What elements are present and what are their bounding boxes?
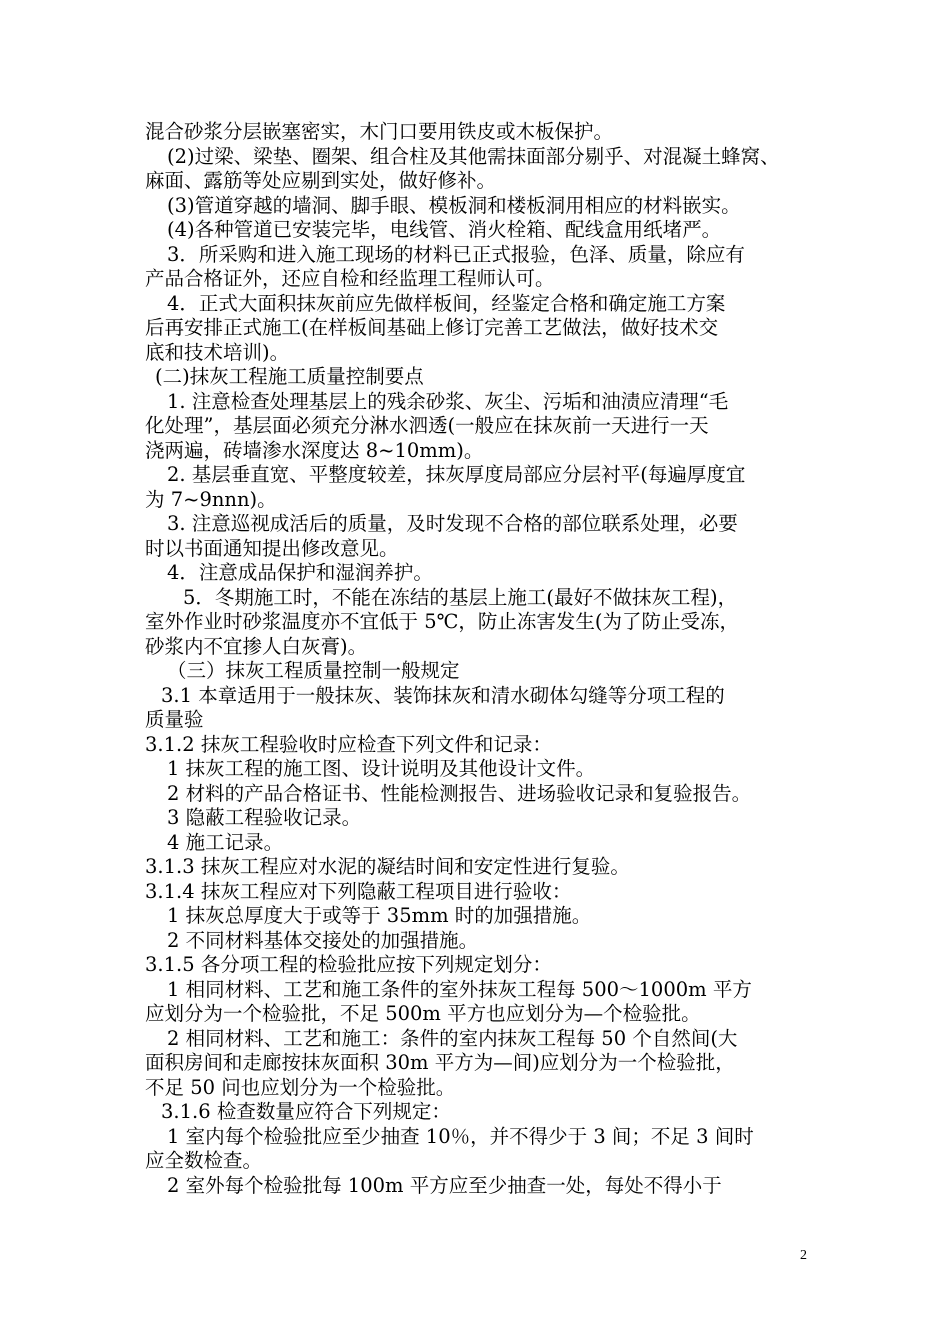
body-text: [145, 120, 835, 1198]
text-line: (4)各种管道已安装完毕，电线管、消火栓箱、配线盒用纸堵严。: [167, 218, 722, 241]
text-line: 4．正式大面积抹灰前应先做样板间，经鉴定合格和确定施工方案: [167, 291, 726, 315]
text-line: 麻面、露筋等处应剔到实处，做好修补。: [145, 169, 497, 192]
text-line: 后再安排正式施工(在样板间基础上修订完善工艺做法，做好技术交: [145, 316, 719, 339]
text-line: 化处理”，基层面必须充分淋水泗透(一般应在抹灰前一天进行一天: [145, 414, 709, 437]
text-line: 面积房间和走廊按抹灰面积 30m 平方为—间)应划分为一个检验批，: [145, 1051, 735, 1074]
text-line: 产品合格证外，还应自检和经监理工程师认可。: [145, 267, 555, 290]
text-line: 3.1.5 各分项工程的检验批应按下列规定划分：: [145, 953, 552, 976]
page-number: 2: [800, 1248, 807, 1263]
section-heading: (二)抹灰工程施工质量控制要点: [155, 365, 424, 388]
text-line: 5．冬期施工时，不能在冻结的基层上施工(最好不做抹灰工程)，: [183, 585, 738, 609]
text-line: 为 7~9nnn)。: [145, 487, 277, 511]
text-line: 3.1 本章适用于一般抹灰、装饰抹灰和清水砌体勾缝等分项工程的: [161, 683, 725, 707]
text-line: 3 隐蔽工程验收记录。: [167, 806, 362, 829]
text-line: 4．注意成品保护和湿润养护。: [167, 561, 433, 584]
text-line: (3)管道穿越的墙洞、脚手眼、模板洞和楼板洞用相应的材料嵌实。: [167, 193, 741, 217]
text-line: 2 材料的产品合格证书、性能检测报告、进场验收记录和复验报告。: [167, 781, 752, 805]
text-line: 1 抹灰工程的施工图、设计说明及其他设计文件。: [167, 757, 596, 780]
text-line: 4 施工记录。: [167, 830, 284, 854]
text-line: 3. 注意巡视成活后的质量，及时发现不合格的部位联系处理，必要: [167, 512, 738, 535]
text-line: 2 相同材料、工艺和施工：条件的室内抹灰工程每 50 个自然间(大: [167, 1026, 738, 1050]
text-line: 1 抹灰总厚度大于或等于 35mm 时的加强措施。: [167, 904, 592, 927]
text-line: 时以书面通知提出修改意见。: [145, 536, 399, 560]
text-line: (2)过梁、梁垫、圈架、组合柱及其他需抹面部分剔乎、对混凝土蜂窝、: [167, 144, 780, 168]
text-line: 2 不同材料基体交接处的加强措施。: [167, 928, 479, 952]
text-line: 底和技术培训)。: [145, 340, 290, 364]
text-line: 3．所采购和进入施工现场的材料已正式报验，色泽、质量，除应有: [167, 242, 745, 266]
text-line: 1. 注意检查处理基层上的残余砂浆、灰尘、污垢和油渍应清理“毛: [167, 389, 729, 413]
text-line: 1 相同材料、工艺和施工条件的室外抹灰工程每 500～1000m 平方: [167, 977, 752, 1001]
section-heading: （三）抹灰工程质量控制一般规定: [167, 659, 460, 682]
text-line: 砂浆内不宜掺人白灰膏)。: [145, 634, 368, 658]
text-line: 2 室外每个检验批每 100m 平方应至少抽查一处，每处不得小于: [167, 1173, 722, 1197]
text-line: 1 室内每个检验批应至少抽查 10％，并不得少于 3 间；不足 3 间时: [167, 1124, 754, 1148]
text-line: 混合砂浆分层嵌塞密实，木门口要用铁皮或木板保护。: [145, 120, 614, 143]
text-line: 室外作业时砂浆温度亦不宜低于 5℃，防止冻害发生(为了防止受冻，: [145, 610, 740, 633]
text-line: 应全数检查。: [145, 1149, 263, 1172]
text-line: 质量验: [145, 708, 204, 731]
text-line: 3.1.2 抹灰工程验收时应检查下列文件和记录：: [145, 732, 552, 756]
text-line: 2. 基层垂直宽、平整度较差，抹灰厚度局部应分层衬平(每遍厚度宜: [167, 463, 746, 486]
text-line: 3.1.3 抹灰工程应对水泥的凝结时间和安定性进行复验。: [145, 855, 630, 878]
text-line: 3.1.4 抹灰工程应对下列隐蔽工程项目进行验收：: [145, 879, 572, 903]
text-line: 不足 50 问也应划分为一个检验批。: [145, 1075, 456, 1099]
text-line: 浇两遍，砖墙渗水深度达 8~10mm)。: [145, 438, 484, 462]
text-line: 应划分为一个检验批，不足 500m 平方也应划分为—个检验批。: [145, 1002, 701, 1025]
text-line: 3.1.6 检查数量应符合下列规定：: [161, 1100, 451, 1123]
